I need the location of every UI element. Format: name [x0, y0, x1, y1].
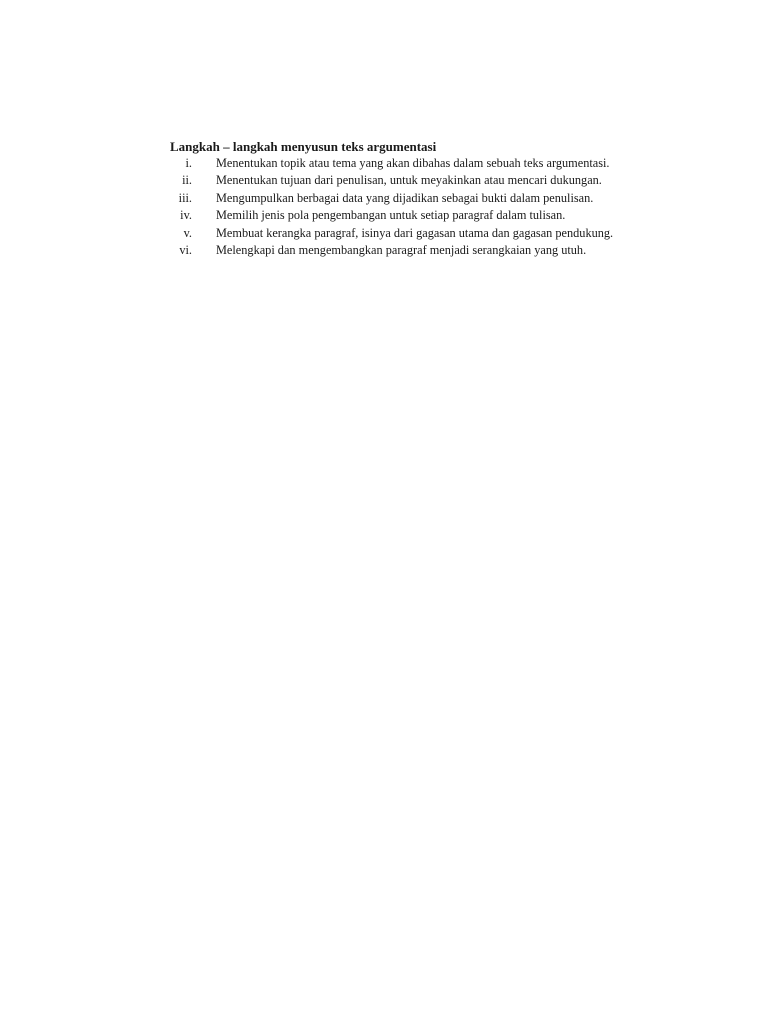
- list-item: [170, 207, 656, 224]
- list-item: [170, 172, 656, 189]
- list-item-text: Mengumpulkan berbagai data yang dijadikan sebagai bukti dalam penulisan.: [216, 190, 594, 205]
- section-heading: Langkah – langkah menyusun teks argumentasi: [170, 139, 437, 154]
- list-item-number: i.: [185, 156, 192, 170]
- list-item-text: Melengkapi dan mengembangkan paragraf menjadi serangkaian yang utuh.: [216, 243, 587, 258]
- list-item: [170, 225, 656, 242]
- list-item: [170, 155, 656, 172]
- list-item-number: iv.: [180, 208, 192, 223]
- list-item-text: Memilih jenis pola pengembangan untuk setiap paragraf dalam tulisan.: [216, 208, 566, 223]
- list-item-number: v.: [183, 225, 192, 240]
- list-item-number: ii.: [182, 173, 192, 188]
- list-item-number: iii.: [178, 190, 192, 205]
- list-item: [170, 242, 656, 259]
- list-item-number: vi.: [179, 243, 192, 258]
- list-item-text: Membuat kerangka paragraf, isinya dari gagasan utama dan gagasan pendukung.: [216, 225, 614, 240]
- list-item-text: Menentukan tujuan dari penulisan, untuk meyakinkan atau mencari dukungan.: [216, 173, 602, 188]
- steps-list: [170, 155, 670, 259]
- list-item: [170, 190, 656, 207]
- list-item-text: Menentukan topik atau tema yang akan dibahas dalam sebuah teks argumentasi.: [216, 156, 610, 170]
- document-body: [170, 138, 670, 259]
